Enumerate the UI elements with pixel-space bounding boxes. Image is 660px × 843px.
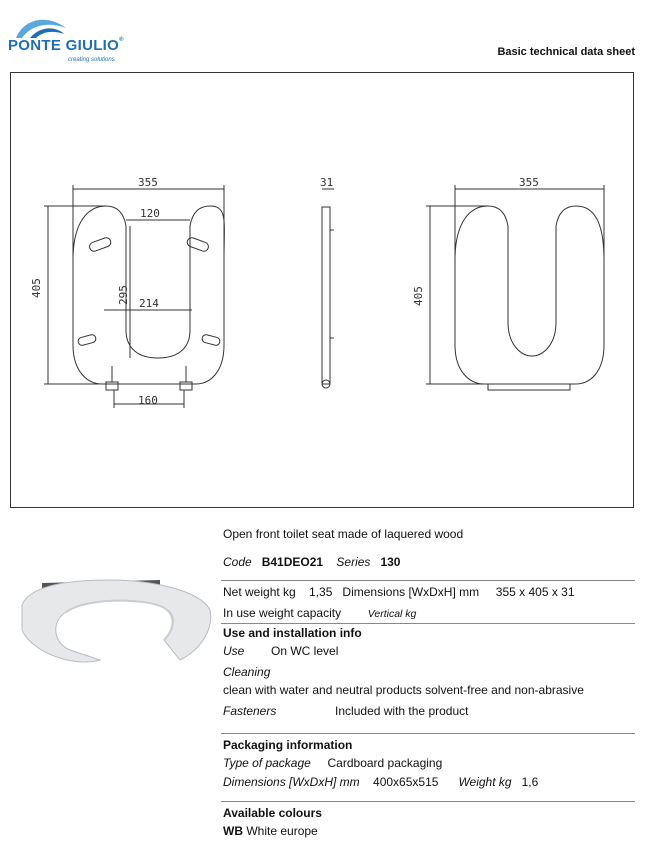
package-type-label: Type of package	[223, 756, 311, 770]
dim-front-height: 405	[30, 278, 43, 298]
dim-back-height: 405	[412, 286, 425, 306]
dim-side-thickness: 31	[320, 176, 334, 189]
fasteners-row	[223, 704, 468, 718]
side-seat-profile	[322, 207, 330, 384]
package-weight-label: Weight kg	[458, 775, 512, 789]
use-info-title: Use and installation info	[223, 626, 362, 640]
package-type-row	[223, 756, 442, 770]
package-type-value: Cardboard packaging	[327, 756, 443, 770]
logo-tagline: creating solutions	[68, 57, 115, 63]
product-code: B41DEO21	[261, 555, 324, 569]
product-description: Open front toilet seat made of laquered wood	[223, 527, 464, 541]
code-series-row	[223, 555, 400, 569]
package-dimensions-label: Dimensions [WxDxH] mm	[223, 775, 360, 789]
packaging-title: Packaging information	[223, 738, 353, 752]
weight-dimensions-row	[223, 585, 575, 599]
dim-opening-depth: 295	[117, 285, 130, 305]
dimensions-label: Dimensions [WxDxH] mm	[342, 585, 480, 599]
package-dimensions-row	[223, 775, 538, 789]
divider	[221, 733, 635, 734]
use-label: Use	[223, 644, 245, 658]
dim-opening-width: 120	[140, 207, 160, 220]
fasteners-label: Fasteners	[223, 704, 277, 718]
capacity-label: In use weight capacity	[223, 606, 342, 620]
net-weight-label: Net weight kg	[223, 585, 296, 599]
sheet-title: Basic technical data sheet	[497, 46, 635, 58]
package-weight-value: 1,6	[521, 775, 539, 789]
series-label: Series	[336, 555, 371, 569]
series-value: 130	[380, 555, 401, 569]
front-seat-outline	[73, 206, 224, 384]
capacity-row	[223, 606, 416, 620]
capacity-value: Vertical kg	[367, 608, 417, 620]
code-label: Code	[223, 555, 252, 569]
use-row	[223, 644, 338, 658]
dim-front-width: 355	[138, 176, 158, 189]
back-seat-outline	[455, 206, 604, 384]
dim-inner-width: 214	[139, 297, 159, 310]
net-weight-value: 1,35	[309, 585, 333, 599]
cleaning-label: Cleaning	[223, 665, 271, 679]
product-photo	[22, 580, 211, 662]
divider	[221, 623, 635, 624]
colour-name: White europe	[246, 824, 318, 838]
package-dimensions-value: 400x65x515	[373, 775, 439, 789]
colour-row	[223, 824, 318, 838]
colours-title: Available colours	[223, 806, 322, 820]
use-value: On WC level	[271, 644, 339, 658]
fasteners-value: Included with the product	[335, 704, 469, 718]
colour-code: WB	[223, 824, 243, 838]
dim-back-width: 355	[519, 176, 539, 189]
dim-hinge-distance: 160	[138, 394, 158, 407]
registered-mark: ®	[119, 37, 124, 43]
cleaning-value: clean with water and neutral products solvent-free and non-abrasive	[223, 683, 584, 697]
divider	[221, 801, 635, 802]
logo-name: PONTE GIULIO	[8, 37, 120, 54]
dimensions-value: 355 x 405 x 31	[495, 585, 575, 599]
divider	[221, 580, 635, 581]
